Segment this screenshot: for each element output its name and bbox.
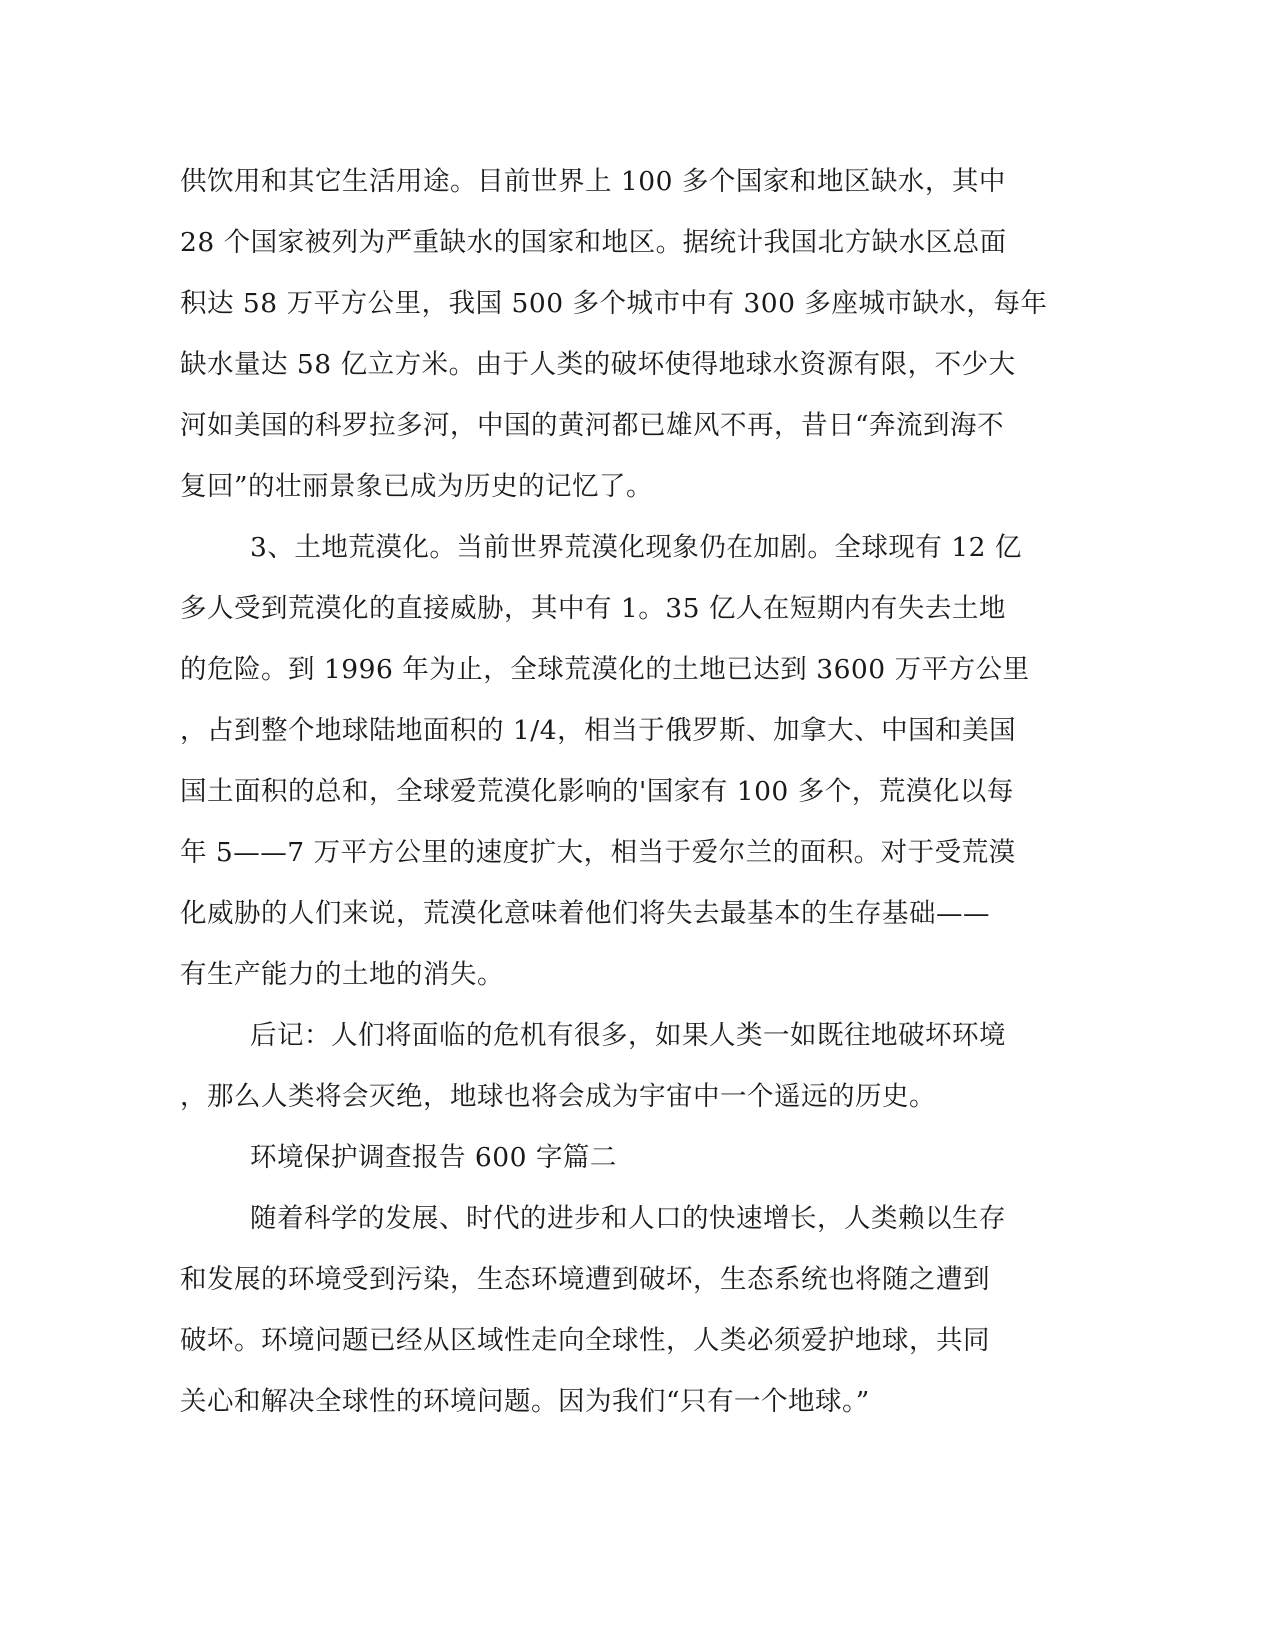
text-line: 积达 58 万平方公里，我国 500 多个城市中有 300 多座城市缺水，每年 [180, 288, 1048, 319]
text-line: 多人受到荒漠化的直接威胁，其中有 1。35 亿人在短期内有失去土地 [180, 593, 1006, 624]
paragraph-start-line: 随着科学的发展、时代的进步和人口的快速增长，人类赖以生存 [250, 1203, 1006, 1234]
text-line: ，占到整个地球陆地面积的 1/4，相当于俄罗斯、加拿大、中国和美国 [180, 715, 1017, 746]
text-line: 国土面积的总和，全球爱荒漠化影响的'国家有 100 多个，荒漠化以每 [180, 776, 1014, 807]
text-line: 河如美国的科罗拉多河，中国的黄河都已雄风不再，昔日“奔流到海不 [180, 410, 1005, 441]
paragraph-start-line: 3、土地荒漠化。当前世界荒漠化现象仍在加剧。全球现有 12 亿 [250, 532, 1022, 563]
text-line: 破坏。环境问题已经从区域性走向全球性，人类必须爱护地球，共同 [180, 1325, 990, 1356]
text-line: 复回”的壮丽景象已成为历史的记忆了。 [180, 471, 654, 502]
text-line: 年 5——7 万平方公里的速度扩大，相当于爱尔兰的面积。对于受荒漠 [180, 837, 1016, 868]
section-heading: 环境保护调查报告 600 字篇二 [250, 1142, 617, 1173]
text-line: 的危险。到 1996 年为止，全球荒漠化的土地已达到 3600 万平方公里 [180, 654, 1030, 685]
text-line: 缺水量达 58 亿立方米。由于人类的破坏使得地球水资源有限，不少大 [180, 349, 1016, 380]
text-line: 关心和解决全球性的环境问题。因为我们“只有一个地球。” [180, 1386, 870, 1417]
text-line: 化威胁的人们来说，荒漠化意味着他们将失去最基本的生存基础—— [180, 898, 990, 929]
text-line: 和发展的环境受到污染，生态环境遭到破坏，生态系统也将随之遭到 [180, 1264, 990, 1295]
text-line: 有生产能力的土地的消失。 [180, 959, 504, 990]
text-line: 28 个国家被列为严重缺水的国家和地区。据统计我国北方缺水区总面 [180, 227, 1007, 258]
document-page [180, 160, 1048, 1441]
paragraph-start-line: 后记：人们将面临的危机有很多，如果人类一如既往地破坏环境 [250, 1020, 1006, 1051]
text-line: 供饮用和其它生活用途。目前世界上 100 多个国家和地区缺水，其中 [180, 166, 1006, 197]
text-line: ，那么人类将会灭绝，地球也将会成为宇宙中一个遥远的历史。 [180, 1081, 936, 1112]
